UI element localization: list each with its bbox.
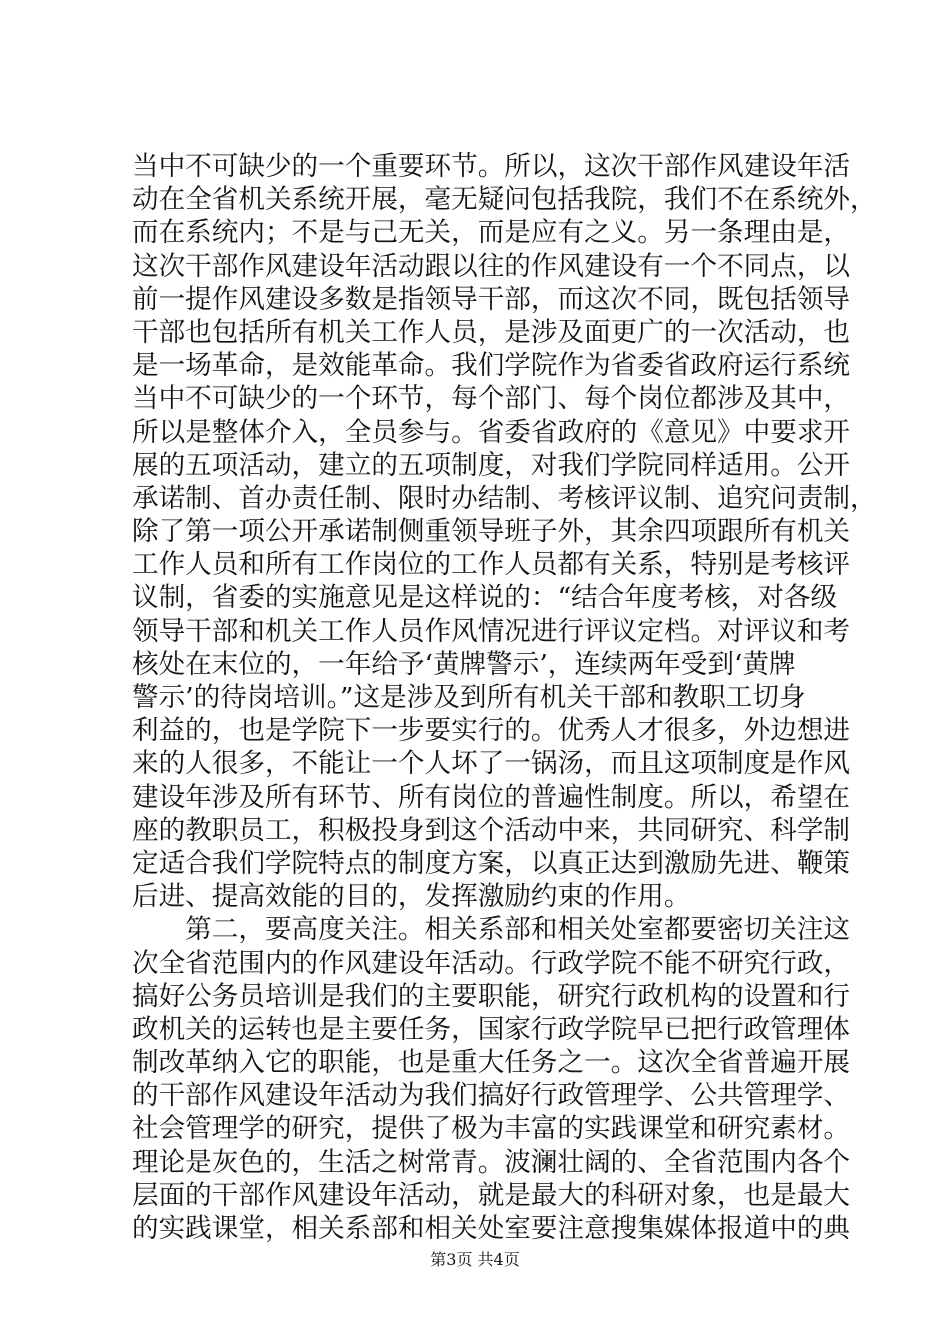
text-line: 除了第一项公开承诺制侧重领导班子外，其余四项跟所有机关 [132, 516, 851, 548]
text-line: 利益的，也是学院下一步要实行的。优秀人才很多，外边想进 [132, 715, 851, 747]
text-line: 当中不可缺少的一个重要环节。所以，这次干部作风建设年活 [132, 151, 851, 182]
text-line: 层面的干部作风建设年活动，就是最大的科研对象，也是最大 [132, 1179, 851, 1211]
text-line: 理论是灰色的，生活之树常青。波澜壮阔的、全省范围内各个 [132, 1146, 851, 1178]
text-line: 这次干部作风建设年活动跟以往的作风建设有一个不同点，以 [132, 250, 851, 282]
text-line: 次全省范围内的作风建设年活动。行政学院不能不研究行政， [132, 947, 851, 979]
text-line: 工作人员和所有工作岗位的工作人员都有关系，特别是考核评 [132, 549, 851, 581]
text-line: 搞好公务员培训是我们的主要职能，研究行政机构的设置和行 [132, 980, 851, 1012]
text-line: 警示’的待岗培训。”这是涉及到所有机关干部和教职工切身 [132, 682, 806, 713]
text-line: 干部也包括所有机关工作人员，是涉及面更广的一次活动，也 [132, 316, 851, 348]
text-line: 制改革纳入它的职能，也是重大任务之一。这次全省普遍开展 [132, 1047, 851, 1079]
text-line: 展的五项活动，建立的五项制度，对我们学院同样适用。公开 [132, 449, 851, 481]
text-line: 社会管理学的研究，提供了极为丰富的实践课堂和研究素材。 [132, 1113, 851, 1145]
text-line: 前一提作风建设多数是指领导干部，而这次不同，既包括领导 [132, 283, 851, 315]
text-line: 的实践课堂，相关系部和相关处室要注意搜集媒体报道中的典 [132, 1213, 851, 1244]
text-line: 后进、提高效能的目的，发挥激励约束的作用。 [132, 881, 691, 913]
text-line: 来的人很多，不能让一个人坏了一锅汤，而且这项制度是作风 [132, 748, 851, 780]
page-footer: 第3页 共4页 [430, 1250, 520, 1269]
text-line: 领导干部和机关工作人员作风情况进行评议定档。对评议和考 [132, 615, 851, 647]
text-line: 所以是整体介入，全员参与。省委省政府的《意见》中要求开 [132, 416, 851, 448]
body-text [132, 150, 877, 1245]
text-line: 的干部作风建设年活动为我们搞好行政管理学、公共管理学、 [132, 1080, 851, 1112]
text-line: 第二，要高度关注。相关系部和相关处室都要密切关注这 [132, 914, 851, 946]
text-line: 定适合我们学院特点的制度方案，以真正达到激励先进、鞭策 [132, 847, 851, 879]
text-line: 核处在末位的，一年给予‘黄牌警示’，连续两年受到‘黄牌 [132, 648, 796, 680]
text-line: 承诺制、首办责任制、限时办结制、考核评议制、追究问责制， [132, 482, 877, 514]
text-line: 动在全省机关系统开展，毫无疑问包括我院，我们不在系统外， [132, 184, 877, 216]
text-line: 政机关的运转也是主要任务，国家行政学院早已把行政管理体 [132, 1013, 851, 1045]
text-line: 是一场革命，是效能革命。我们学院作为省委省政府运行系统 [132, 350, 851, 382]
text-line: 而在系统内；不是与己无关，而是应有之义。另一条理由是， [132, 217, 851, 249]
text-line: 当中不可缺少的一个环节，每个部门、每个岗位都涉及其中， [132, 383, 851, 415]
text-line: 座的教职员工，积极投身到这个活动中来，共同研究、科学制 [132, 814, 851, 846]
text-line: 议制，省委的实施意见是这样说的：“结合年度考核，对各级 [132, 582, 838, 614]
text-line: 建设年涉及所有环节、所有岗位的普遍性制度。所以，希望在 [132, 781, 851, 813]
